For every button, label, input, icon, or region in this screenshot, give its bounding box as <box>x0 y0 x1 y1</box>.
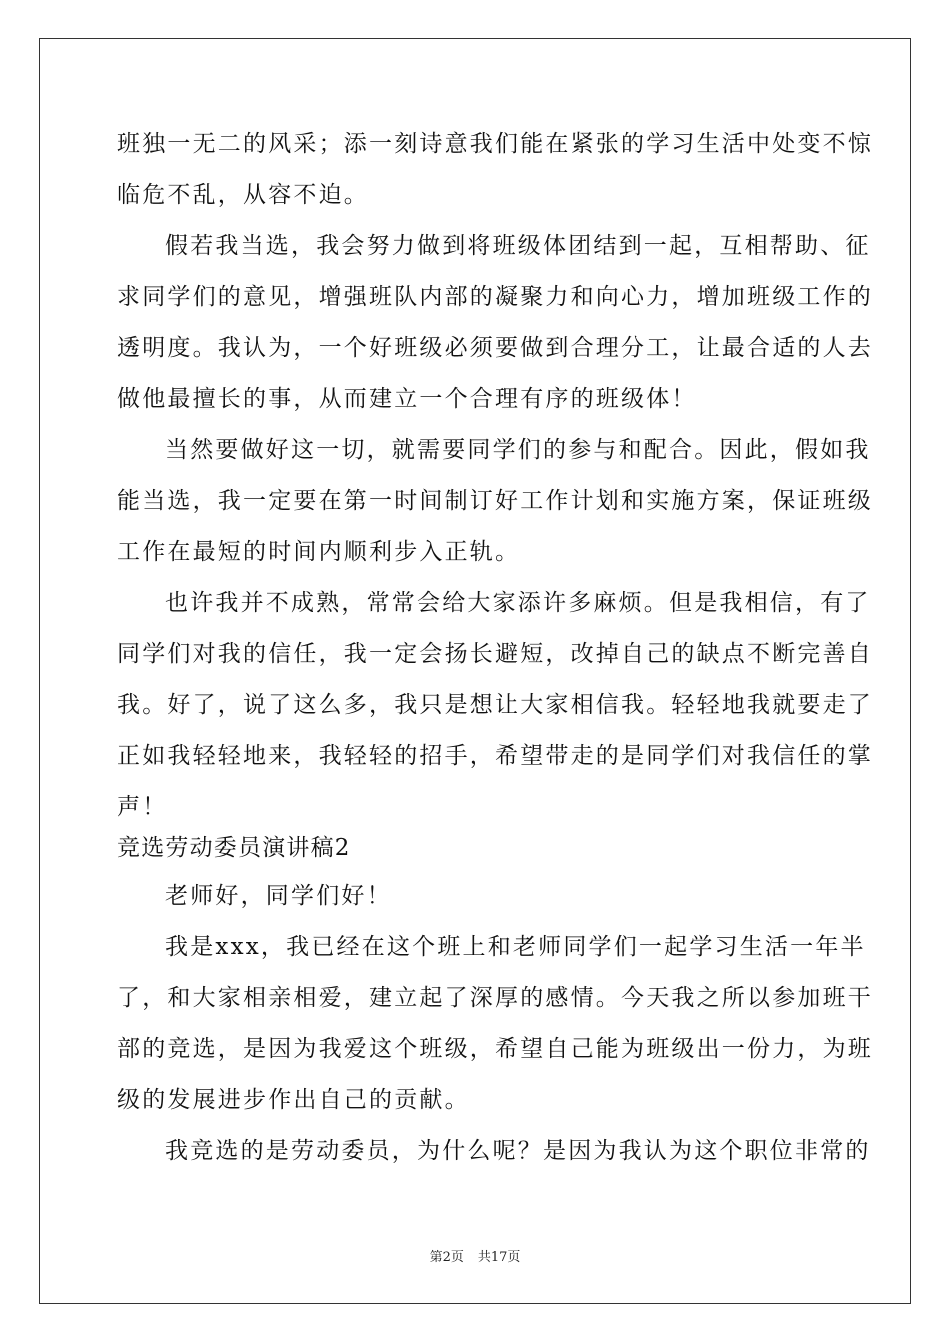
text-line: 部的竞选，是因为我爱这个班级，希望自己能为班级出一份力，为班 <box>117 1036 873 1062</box>
paragraph-start: 老师好，同学们好！ <box>165 883 392 909</box>
text-line: 做他最擅长的事，从而建立一个合理有序的班级体！ <box>117 386 697 412</box>
paragraph-start: 我是xxx，我已经在这个班上和老师同学们一起学习生活一年半 <box>165 934 866 960</box>
text-line: 我。好了，说了这么多，我只是想让大家相信我。轻轻地我就要走了 <box>117 692 873 718</box>
text-line: 班独一无二的风采；添一刻诗意我们能在紧张的学习生活中处变不惊 <box>117 131 873 157</box>
paragraph-start: 也许我并不成熟，常常会给大家添许多麻烦。但是我相信，有了 <box>165 590 871 616</box>
text-line: 临危不乱，从容不迫。 <box>117 182 369 208</box>
text-line: 求同学们的意见，增强班队内部的凝聚力和向心力，增加班级工作的 <box>117 284 873 310</box>
text-line: 正如我轻轻地来，我轻轻的招手，希望带走的是同学们对我信任的掌 <box>117 743 873 769</box>
text-line: 声！ <box>117 794 168 820</box>
page-number: 第2页 <box>429 1250 464 1265</box>
text-line: 能当选，我一定要在第一时间制订好工作计划和实施方案，保证班级 <box>117 488 873 514</box>
total-pages: 共17页 <box>477 1250 521 1265</box>
paragraph-start: 当然要做好这一切，就需要同学们的参与和配合。因此，假如我 <box>165 437 871 463</box>
paragraph-start: 假若我当选，我会努力做到将班级体团结到一起，互相帮助、征 <box>165 233 871 259</box>
text-line: 同学们对我的信任，我一定会扬长避短，改掉自己的缺点不断完善自 <box>117 641 873 667</box>
section-heading: 竞选劳动委员演讲稿2 <box>117 835 351 861</box>
text-line: 透明度。我认为，一个好班级必须要做到合理分工，让最合适的人去 <box>117 335 873 361</box>
paragraph-start: 我竞选的是劳动委员，为什么呢？是因为我认为这个职位非常的 <box>165 1138 871 1164</box>
text-line: 了，和大家相亲相爱，建立起了深厚的感情。今天我之所以参加班干 <box>117 985 873 1011</box>
page-footer <box>0 1246 950 1265</box>
text-line: 级的发展进步作出自己的贡献。 <box>117 1087 470 1113</box>
text-line: 工作在最短的时间内顺利步入正轨。 <box>117 539 521 565</box>
